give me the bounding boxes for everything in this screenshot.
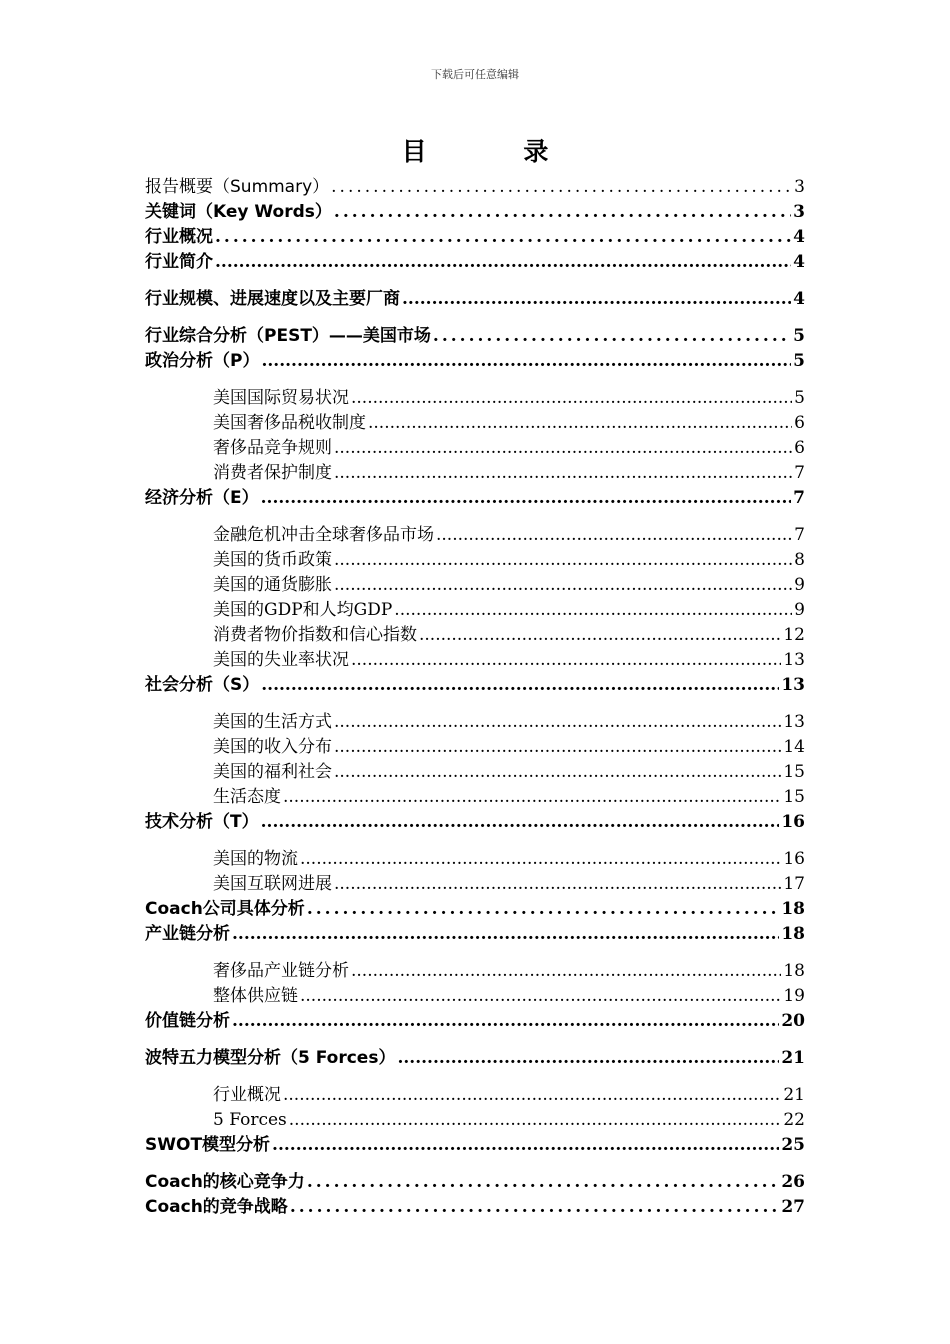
toc-entry-label: SWOT模型分析	[145, 1135, 271, 1155]
toc-entry[interactable]	[145, 922, 805, 946]
toc-entry-label: 生活态度	[213, 787, 281, 807]
toc-entry-label: 美国的收入分布	[213, 737, 332, 757]
toc-entry-page: 4	[793, 252, 805, 272]
toc-entry-page: 13	[781, 675, 805, 695]
toc-entry-label: 美国的GDP和人均GDP	[213, 600, 393, 620]
toc-entry-label: 美国的货币政策	[213, 550, 332, 570]
toc-subentry[interactable]	[145, 386, 805, 410]
header-note: 下载后可任意编辑	[431, 68, 519, 81]
toc-subentry[interactable]	[145, 760, 805, 784]
toc-entry-page: 4	[793, 227, 805, 247]
toc-entry-label: 行业规模、进展速度以及主要厂商	[145, 289, 400, 309]
toc-subentry[interactable]	[145, 1108, 805, 1132]
toc-entry-label: 美国的失业率状况	[213, 650, 349, 670]
toc-entry[interactable]	[145, 1046, 805, 1070]
toc-entry-label: 行业综合分析（PEST）——美国市场	[145, 326, 431, 346]
toc-entry-label: 技术分析（T）	[145, 812, 259, 832]
toc-entry[interactable]	[145, 225, 805, 249]
toc-entry-page: 4	[793, 289, 805, 309]
toc-entry-label: 美国的福利社会	[213, 762, 332, 782]
toc-entry-page: 20	[781, 1011, 805, 1031]
toc-entry-page: 6	[794, 438, 805, 458]
toc-subentry[interactable]	[145, 573, 805, 597]
toc-subentry[interactable]	[145, 436, 805, 460]
toc-entry-page: 18	[781, 899, 805, 919]
toc-entry[interactable]	[145, 1195, 805, 1219]
toc-entry-label: 行业简介	[145, 252, 213, 272]
toc-entry-page: 14	[783, 737, 805, 757]
toc-entry[interactable]	[145, 250, 805, 274]
toc-subentry[interactable]	[145, 959, 805, 983]
toc-entry-label: 行业概况	[145, 227, 213, 247]
toc-entry-label: 美国互联网进展	[213, 874, 332, 894]
toc-entry-page: 22	[783, 1110, 805, 1130]
toc-subentry[interactable]	[145, 1083, 805, 1107]
toc-entry-label: 整体供应链	[213, 986, 298, 1006]
toc-subentry[interactable]	[145, 710, 805, 734]
toc-entry[interactable]	[145, 1133, 805, 1157]
toc-entry-page: 7	[794, 525, 805, 545]
toc-entry-page: 21	[781, 1048, 805, 1068]
toc-entry[interactable]	[145, 349, 805, 373]
toc-entry-label: 政治分析（P）	[145, 351, 260, 371]
toc-entry-label: 美国的生活方式	[213, 712, 332, 732]
toc-entry-label: 产业链分析	[145, 924, 230, 944]
toc-entry-label: 奢侈品竞争规则	[213, 438, 332, 458]
toc-entry-label: 社会分析（S）	[145, 675, 260, 695]
toc-subentry[interactable]	[145, 847, 805, 871]
toc-entry-label: 美国国际贸易状况	[213, 388, 349, 408]
toc-entry-label: 波特五力模型分析（5 Forces）	[145, 1048, 396, 1068]
toc-entry-label: 报告概要（Summary）	[145, 177, 330, 197]
toc-subentry[interactable]	[145, 598, 805, 622]
toc-entry[interactable]	[145, 897, 805, 921]
toc-entry-label: 价值链分析	[145, 1011, 230, 1031]
toc-entry-label: Coach公司具体分析	[145, 899, 305, 919]
toc-subentry[interactable]	[145, 548, 805, 572]
toc-entry[interactable]	[145, 175, 805, 199]
toc-entry-label: 5 Forces	[213, 1110, 287, 1130]
toc-entry-page: 18	[783, 961, 805, 981]
toc-entry-label: Coach的竞争战略	[145, 1197, 288, 1217]
toc-subentry[interactable]	[145, 648, 805, 672]
toc-entry-page: 12	[783, 625, 805, 645]
toc-entry-page: 6	[794, 413, 805, 433]
toc-entry-page: 15	[783, 762, 805, 782]
toc-entry-page: 17	[783, 874, 805, 894]
toc-title: 目 录	[401, 137, 593, 166]
toc-subentry[interactable]	[145, 523, 805, 547]
toc-entry-page: 9	[794, 600, 805, 620]
toc-entry-page: 3	[793, 202, 805, 222]
toc-entry-page: 7	[793, 488, 805, 508]
toc-entry-page: 19	[783, 986, 805, 1006]
toc-subentry[interactable]	[145, 411, 805, 435]
toc-entry-page: 13	[783, 650, 805, 670]
toc-entry-page: 15	[783, 787, 805, 807]
toc-entry-page: 9	[794, 575, 805, 595]
toc-entry-label: 经济分析（E）	[145, 488, 259, 508]
toc-entry-label: 消费者保护制度	[213, 463, 332, 483]
toc-subentry[interactable]	[145, 872, 805, 896]
toc-entry-page: 5	[794, 388, 805, 408]
toc-entry-label: 美国奢侈品税收制度	[213, 413, 366, 433]
toc-entry-page: 27	[781, 1197, 805, 1217]
toc-subentry[interactable]	[145, 984, 805, 1008]
toc-entry-page: 13	[783, 712, 805, 732]
toc-entry-page: 26	[781, 1172, 805, 1192]
toc-entry-label: 关键词（Key Words）	[145, 202, 332, 222]
toc-entry-label: Coach的核心竞争力	[145, 1172, 305, 1192]
toc-entry-page: 8	[794, 550, 805, 570]
toc-entry[interactable]	[145, 486, 805, 510]
toc-entry-label: 奢侈品产业链分析	[213, 961, 349, 981]
toc-entry-page: 7	[794, 463, 805, 483]
toc-entry[interactable]	[145, 1170, 805, 1194]
toc-entry-label: 美国的物流	[213, 849, 298, 869]
toc-entry-label: 消费者物价指数和信心指数	[213, 625, 417, 645]
toc-entry-page: 16	[781, 812, 805, 832]
toc-subentry[interactable]	[145, 735, 805, 759]
toc-subentry[interactable]	[145, 785, 805, 809]
toc-entry[interactable]	[145, 673, 805, 697]
toc-entry[interactable]	[145, 200, 805, 224]
toc-entry-page: 5	[793, 326, 805, 346]
toc-entry-page: 3	[794, 177, 805, 197]
toc-entry-label: 行业概况	[213, 1085, 281, 1105]
toc-subentry[interactable]	[145, 623, 805, 647]
toc-entry-page: 21	[783, 1085, 805, 1105]
toc-entry-page: 16	[783, 849, 805, 869]
toc-entry-label: 金融危机冲击全球奢侈品市场	[213, 525, 434, 545]
toc-entry-label: 美国的通货膨胀	[213, 575, 332, 595]
toc-entry-page: 25	[781, 1135, 805, 1155]
toc-entry[interactable]	[145, 287, 805, 311]
toc-entry-page: 18	[781, 924, 805, 944]
toc-subentry[interactable]	[145, 461, 805, 485]
toc-entry[interactable]	[145, 1009, 805, 1033]
toc-entry-page: 5	[793, 351, 805, 371]
toc-entry[interactable]	[145, 810, 805, 834]
toc-entry[interactable]	[145, 324, 805, 348]
